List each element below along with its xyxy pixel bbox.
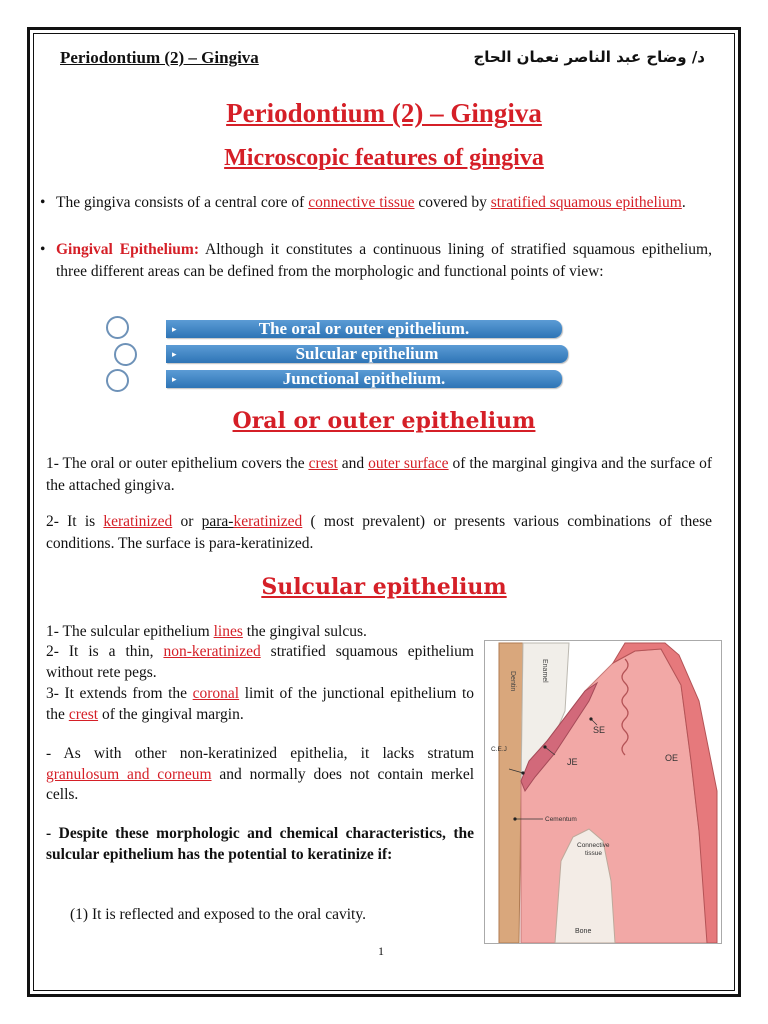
- highlight-term: crest: [308, 455, 338, 472]
- circle-icon: [106, 369, 129, 392]
- circle-icon: [106, 316, 129, 339]
- header-title: Periodontium (2) – Gingiva: [60, 48, 259, 67]
- svg-text:SE: SE: [593, 725, 606, 735]
- highlight-term: connective tissue: [308, 194, 415, 211]
- bullet: •: [40, 194, 46, 211]
- svg-text:OE: OE: [665, 753, 679, 763]
- sulcular-line-5: - Despite these morphologic and chemical characteristics, the sulcular epithelium has the potential to keratinize if:: [46, 825, 474, 863]
- area-item-junctional: ▸ Junctional epithelium.: [166, 370, 562, 388]
- text: The gingiva consists of a central core of: [56, 194, 309, 211]
- section-heading-sulcular: Sulcular epithelium: [261, 574, 507, 600]
- text: covered by: [414, 194, 491, 211]
- bullet: •: [40, 241, 46, 258]
- area-item-sulcular: ▸ Sulcular epithelium: [166, 345, 568, 363]
- svg-text:Enamel: Enamel: [541, 659, 548, 683]
- page-subtitle: Microscopic features of gingiva: [224, 145, 544, 171]
- svg-text:Connective: Connective: [577, 842, 610, 849]
- intro-paragraph-2: [40, 239, 712, 283]
- underlined-term: para-: [201, 513, 234, 530]
- highlight-term: non-keratinized: [163, 643, 261, 660]
- page-title: Periodontium (2) – Gingiva: [226, 98, 542, 128]
- circle-icon: [114, 343, 137, 366]
- intro-paragraph-1: [40, 192, 712, 214]
- highlight-term: keratinized: [103, 513, 173, 530]
- svg-text:JE: JE: [567, 757, 578, 767]
- highlight-term: outer surface: [368, 455, 449, 472]
- sulcular-line-1: 1- The sulcular epithelium lines the gingival sulcus.: [46, 623, 367, 640]
- svg-text:C.E.J: C.E.J: [491, 746, 507, 753]
- sulcular-line-2: 2- It is a thin, non-keratinized stratified squamous epithelium without rete pegs.: [46, 643, 474, 681]
- oral-paragraph-1: 1- The oral or outer epithelium covers the crest and outer surface of the marginal gingiva and the surface of the attached gingiva.: [46, 455, 713, 494]
- svg-text:Dentin: Dentin: [509, 671, 516, 692]
- gingiva-diagram: [485, 641, 721, 943]
- sulcular-line-4: - As with other non-keratinized epithelia, it lacks stratum granulosum and corneum and normally does not contain merkel cells.: [46, 745, 474, 803]
- text: Although it constitutes a continuous lining of stratified squamous epithelium, three different areas can be defined from the morphologic and functional points of view:: [56, 241, 712, 280]
- gingiva-histology-figure: [484, 640, 722, 944]
- svg-text:Cementum: Cementum: [545, 816, 577, 823]
- bold-term: Gingival Epithelium:: [56, 241, 199, 258]
- sulcular-line-3: 3- It extends from the coronal limit of the junctional epithelium to the crest of the gingival margin.: [46, 685, 474, 723]
- epithelium-areas-list: [98, 312, 578, 394]
- highlight-term: keratinized: [233, 513, 303, 530]
- header-author: د/ وضاح عبد الناصر نعمان الحاج: [473, 48, 705, 66]
- area-item-oral: ▸ The oral or outer epithelium.: [166, 320, 562, 338]
- highlight-term: lines: [213, 623, 243, 640]
- highlight-term: coronal: [192, 685, 240, 702]
- highlight-term: crest: [68, 705, 99, 723]
- text: .: [681, 194, 686, 211]
- section-heading-oral: Oral or outer epithelium: [232, 408, 536, 434]
- sulcular-line-6: (1) It is reflected and exposed to the oral cavity.: [70, 906, 366, 923]
- highlight-term: granulosum and corneum: [46, 765, 212, 783]
- page-number: 1: [378, 944, 384, 958]
- oral-paragraph-2: 2- It is keratinized or para-keratinized ( most prevalent) or presents various combinations of these conditions. The surface is para-keratinized.: [46, 513, 712, 552]
- svg-text:tissue: tissue: [585, 850, 602, 857]
- highlight-term: stratified squamous epithelium: [490, 194, 682, 211]
- svg-text:Bone: Bone: [575, 928, 592, 935]
